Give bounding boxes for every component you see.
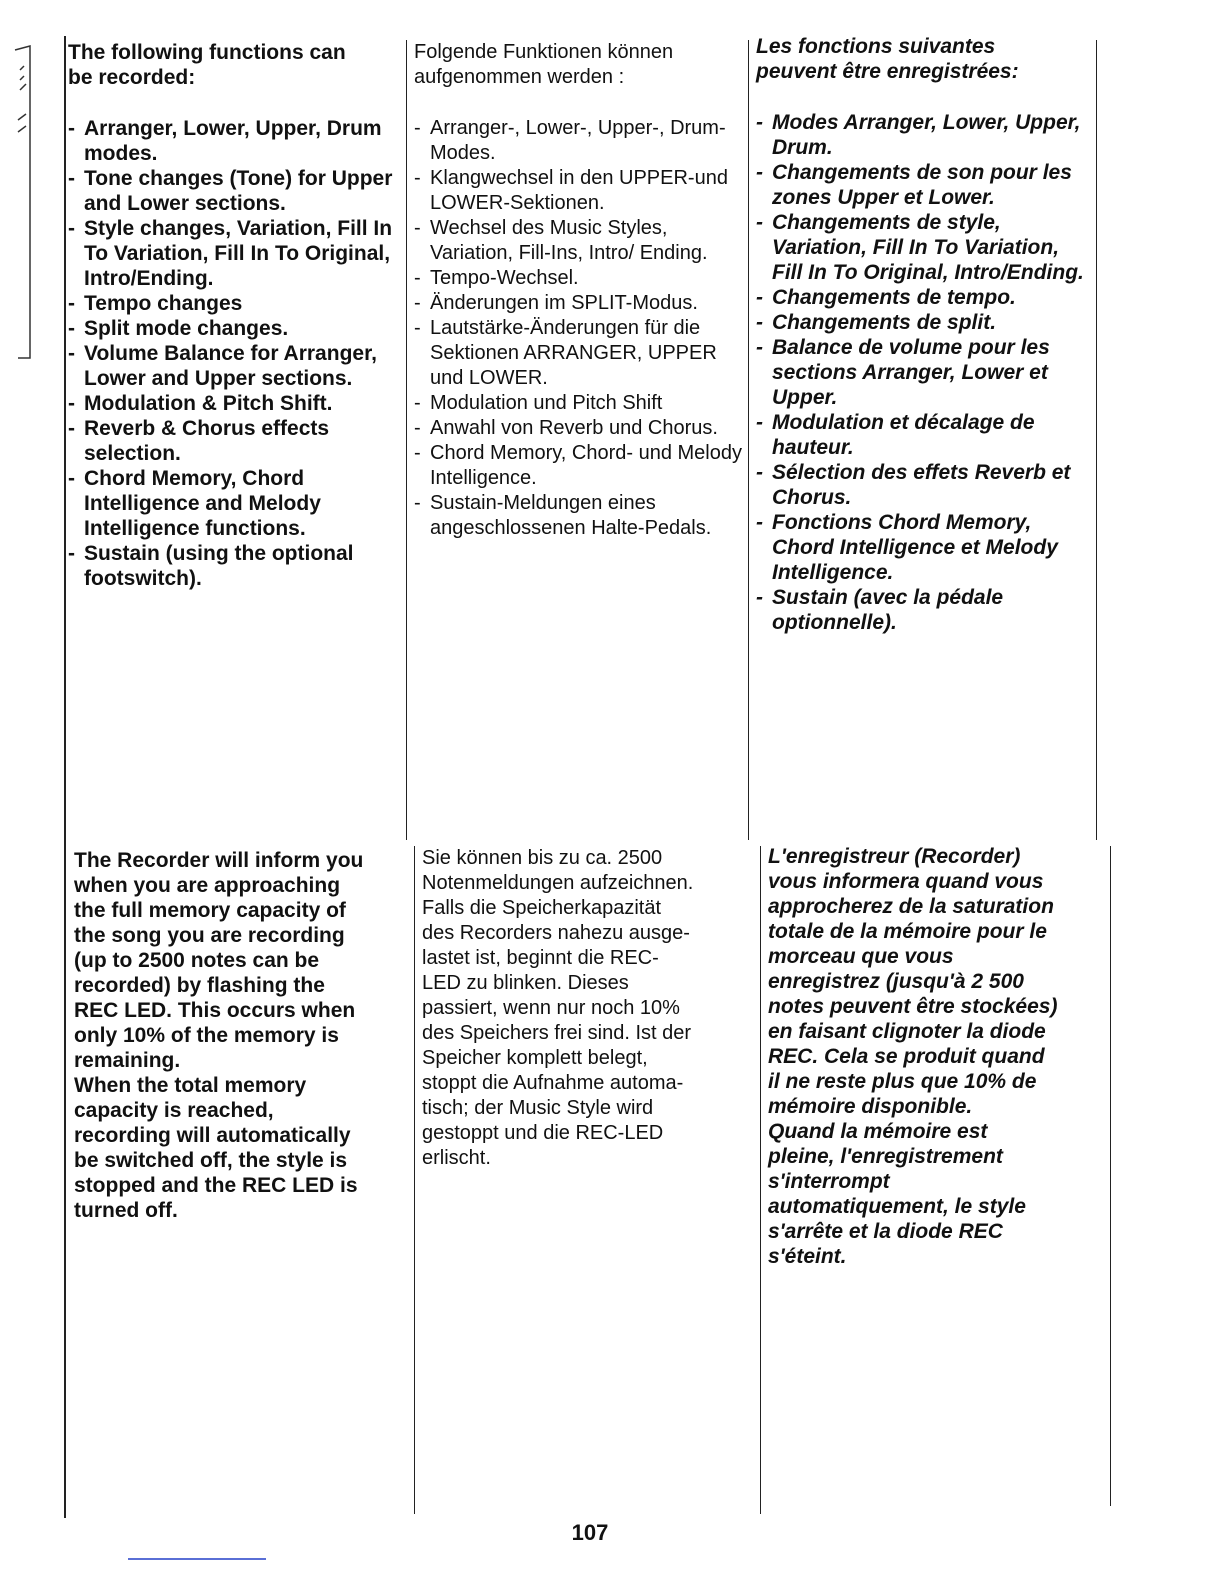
- list-item: - Sustain (avec la pédale optionnelle).: [756, 585, 1092, 635]
- section1-english-list: [68, 116, 402, 591]
- column-rule-1: [406, 40, 407, 840]
- section2-english: [74, 848, 410, 1223]
- list-item: - Chord Memory, Chord- und Melody Intelligence.: [414, 441, 744, 491]
- section1-french: [756, 34, 1092, 635]
- column-rule-1b: [414, 846, 415, 1514]
- column-rule-left: [64, 36, 66, 1518]
- list-item: - Balance de volume pour les sections Arranger, Lower et Upper.: [756, 335, 1092, 410]
- section1-german-intro: Folgende Funktionen können aufgenommen werden :: [414, 41, 674, 88]
- list-item: - Changements de son pour les zones Upper et Lower.: [756, 160, 1092, 210]
- footer-divider: [128, 1558, 266, 1560]
- list-item: - Tempo-Wechsel.: [414, 266, 744, 291]
- section2-german: [422, 846, 756, 1171]
- list-item: - Changements de style, Variation, Fill In To Variation, Fill In To Original, Intro/Ending.: [756, 210, 1092, 285]
- page-number: 107: [571, 1520, 609, 1545]
- list-item: - Sustain-Meldungen eines angeschlossenen Halte-Pedals.: [414, 491, 744, 541]
- section1-french-intro: Les fonctions suivantes peuvent être enregistrées:: [756, 35, 1019, 83]
- list-item: - Tempo changes: [68, 291, 402, 316]
- list-item: - Sustain (using the optional footswitch).: [68, 541, 402, 591]
- list-item: - Split mode changes.: [68, 316, 402, 341]
- list-item: - Changements de split.: [756, 310, 1092, 335]
- list-item: - Chord Memory, Chord Intelligence and Melody Intelligence functions.: [68, 466, 402, 541]
- list-item: - Änderungen im SPLIT-Modus.: [414, 291, 744, 316]
- list-item: - Modulation et décalage de hauteur.: [756, 410, 1092, 460]
- list-item: - Lautstärke-Änderungen für die Sektionen ARRANGER, UPPER und LOWER.: [414, 316, 744, 391]
- list-item: - Arranger, Lower, Upper, Drum modes.: [68, 116, 402, 166]
- section2-french: [768, 844, 1108, 1269]
- list-item: - Tone changes (Tone) for Upper and Lower sections.: [68, 166, 402, 216]
- list-item: - Anwahl von Reverb und Chorus.: [414, 416, 744, 441]
- list-item: - Sélection des effets Reverb et Chorus.: [756, 460, 1092, 510]
- column-rule-2b: [760, 846, 761, 1514]
- section2-german-text: Sie können bis zu ca. 2500 Notenmeldungen aufzeichnen. Falls die Speicherkapazität des Recorders nahezu ausge- lastet ist, beginnt die REC- LED zu blinken. Dieses passiert, wenn nur noch 10% des Speichers frei sind. Ist der Speicher komplett belegt, stoppt die Aufnahme automa- tisch; der Music Style wird gestoppt und die REC-LED erlischt.: [422, 847, 694, 1169]
- column-rule-right-b: [1110, 846, 1111, 1506]
- section2-english-text: The Recorder will inform you when you are approaching the full memory capacity of the song you are recording (up to 2500 notes can be recorded) by flashing the REC LED. This occurs when only 10% of the memory is remaining. When the total memory capacity is reached, recording will automatically be switched off, the style is stopped and the REC LED is turned off.: [74, 849, 364, 1222]
- section2-french-text: L'enregistreur (Recorder) vous informera quand vous approcherez de la saturation totale de la mémoire pour le morceau que vous enregistrez (jusqu'à 2 500 notes peuvent être stockées) en faisant clignoter la diode REC. Cela se produit quand il ne reste plus que 10% de mémoire disponible. Quand la mémoire est pleine, l'enregistrement s'interrompt automatiquement, le style s'arrête et la diode REC s'éteint.: [768, 845, 1058, 1268]
- section1-french-list: [756, 110, 1092, 635]
- list-item: - Reverb & Chorus effects selection.: [68, 416, 402, 466]
- list-item: - Modulation und Pitch Shift: [414, 391, 744, 416]
- list-item: - Fonctions Chord Memory, Chord Intelligence et Melody Intelligence.: [756, 510, 1092, 585]
- section1-german: [414, 40, 744, 541]
- section1-english: [68, 40, 402, 591]
- list-item: - Wechsel des Music Styles, Variation, Fill-Ins, Intro/ Ending.: [414, 216, 744, 266]
- margin-marks-icon: [10, 40, 40, 360]
- list-item: - Modulation & Pitch Shift.: [68, 391, 402, 416]
- column-rule-right: [1096, 40, 1097, 840]
- list-item: - Volume Balance for Arranger, Lower and Upper sections.: [68, 341, 402, 391]
- list-item: - Modes Arranger, Lower, Upper, Drum.: [756, 110, 1092, 160]
- column-rule-2: [748, 40, 749, 840]
- section1-german-list: [414, 116, 744, 541]
- list-item: - Style changes, Variation, Fill In To Variation, Fill In To Original, Intro/Ending.: [68, 216, 402, 291]
- section1-english-intro: The following functions can be recorded:: [68, 41, 346, 89]
- list-item: - Klangwechsel in den UPPER-und LOWER-Sektionen.: [414, 166, 744, 216]
- list-item: - Changements de tempo.: [756, 285, 1092, 310]
- list-item: - Arranger-, Lower-, Upper-, Drum-Modes.: [414, 116, 744, 166]
